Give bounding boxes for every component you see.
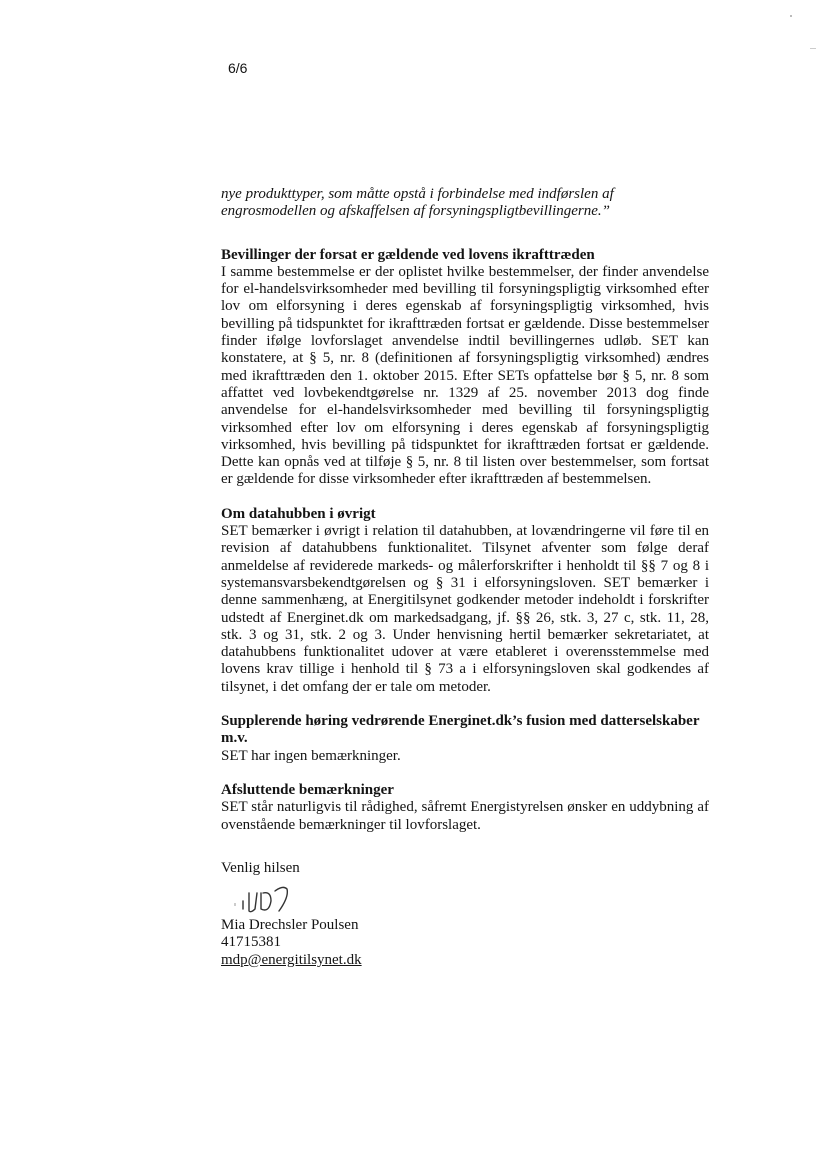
scan-speck xyxy=(790,15,792,17)
scan-speck xyxy=(810,48,816,49)
greeting: Venlig hilsen xyxy=(221,859,300,876)
section-heading: Om datahubben i øvrigt xyxy=(221,505,376,522)
section-paragraph: SET står naturligvis til rådighed, såfremt Energistyrelsen ønsker en uddybning af ovenstående bemærkninger til lovforslaget. xyxy=(221,799,709,833)
section-paragraph: SET har ingen bemærkninger. xyxy=(221,747,401,764)
section-heading: Afsluttende bemærkninger xyxy=(221,781,394,798)
section-paragraph: I samme bestemmelse er der oplistet hvilke bestemmelser, der finder anvendelse for el-handelsvirksomheder med bevilling til forsyningspligtig virksomhed efter lov om elforsyning i deres egenskab af forsyningspligtig virksomhed, hvis bevilling på tidspunktet for ikrafttræden fortsat er gældende. Disse bestemmelser finder ifølge lovforslaget anvendelse indtil bevillingernes udløb. SET kan konstatere, at § 5, nr. 8 (definitionen af forsyningspligtig virksomhed) ændres med ikrafttræden den 1. oktober 2015. Efter SETs opfattelse bør § 5, nr. 8 som affattet ved lovbekendtgørelse nr. 1329 af 25. november 2013 dog finde anvendelse for el-handelsvirksomheder med bevilling til forsyningspligtig virksomhed efter lov om elforsyning i deres egenskab af forsyningspligtig virksomhed, hvis bevilling på tidspunktet for ikrafttræden fortsat er gældende. Dette kan opnås ved at tilføje § 5, nr. 8 til listen over bestemmelser, som fortsat er gældende for disse virksomheder efter ikrafttræden af bestemmelsen. xyxy=(221,263,709,488)
section-heading: Supplerende høring vedrørende Energinet.dk’s fusion med datterselskaber m.v. xyxy=(221,713,700,747)
handwritten-signature-icon xyxy=(221,879,709,917)
section-bevillinger xyxy=(221,247,709,489)
section-heading: Bevillinger der forsat er gældende ved lovens ikrafttræden xyxy=(221,246,595,263)
signer-phone: 41715381 xyxy=(221,934,281,951)
section-paragraph: SET bemærker i øvrigt i relation til datahubben, at lovændringerne vil føre til en revision af datahubbens funktionalitet. Tilsynet afventer som følge deraf anmeldelse af reviderede markeds- og målerforskrifter i henholdt til §§ 7 og 8 i systemansvarsbekendtgørelsen og § 31 i elforsyningsloven. SET bemærker i denne sammenhæng, at Energitilsynet godkender metoder indeholdt i forskrifter udstedt af Energinet.dk om markedsadgang, jf. §§ 26, stk. 3, 27 c, stk. 11, 28, stk. 3 og 31, stk. 2 og 3. Under henvisning hertil bemærker sekretariatet, at datahubbens funktionalitet udover at være etableret i overensstemmelse med lovens krav tillige i henhold til § 73 a i elforsyningsloven skal godkendes af tilsynet, i det omfang der er tale om metoder. xyxy=(221,523,709,695)
closing-block xyxy=(221,860,709,969)
signer-name: Mia Drechsler Poulsen xyxy=(221,917,359,934)
section-afsluttende xyxy=(221,782,709,834)
signer-email-link[interactable]: mdp@energitilsynet.dk xyxy=(221,951,362,968)
letter-body xyxy=(221,186,709,969)
quoted-text: nye produkttyper, som måtte opstå i forbindelse med indførslen af engrosmodellen og afskaffelsen af forsyningspligtbevillingerne.” xyxy=(221,186,614,220)
section-supplerende-hoering xyxy=(221,713,709,765)
section-datahubben xyxy=(221,506,709,696)
page-number: 6/6 xyxy=(228,60,248,76)
